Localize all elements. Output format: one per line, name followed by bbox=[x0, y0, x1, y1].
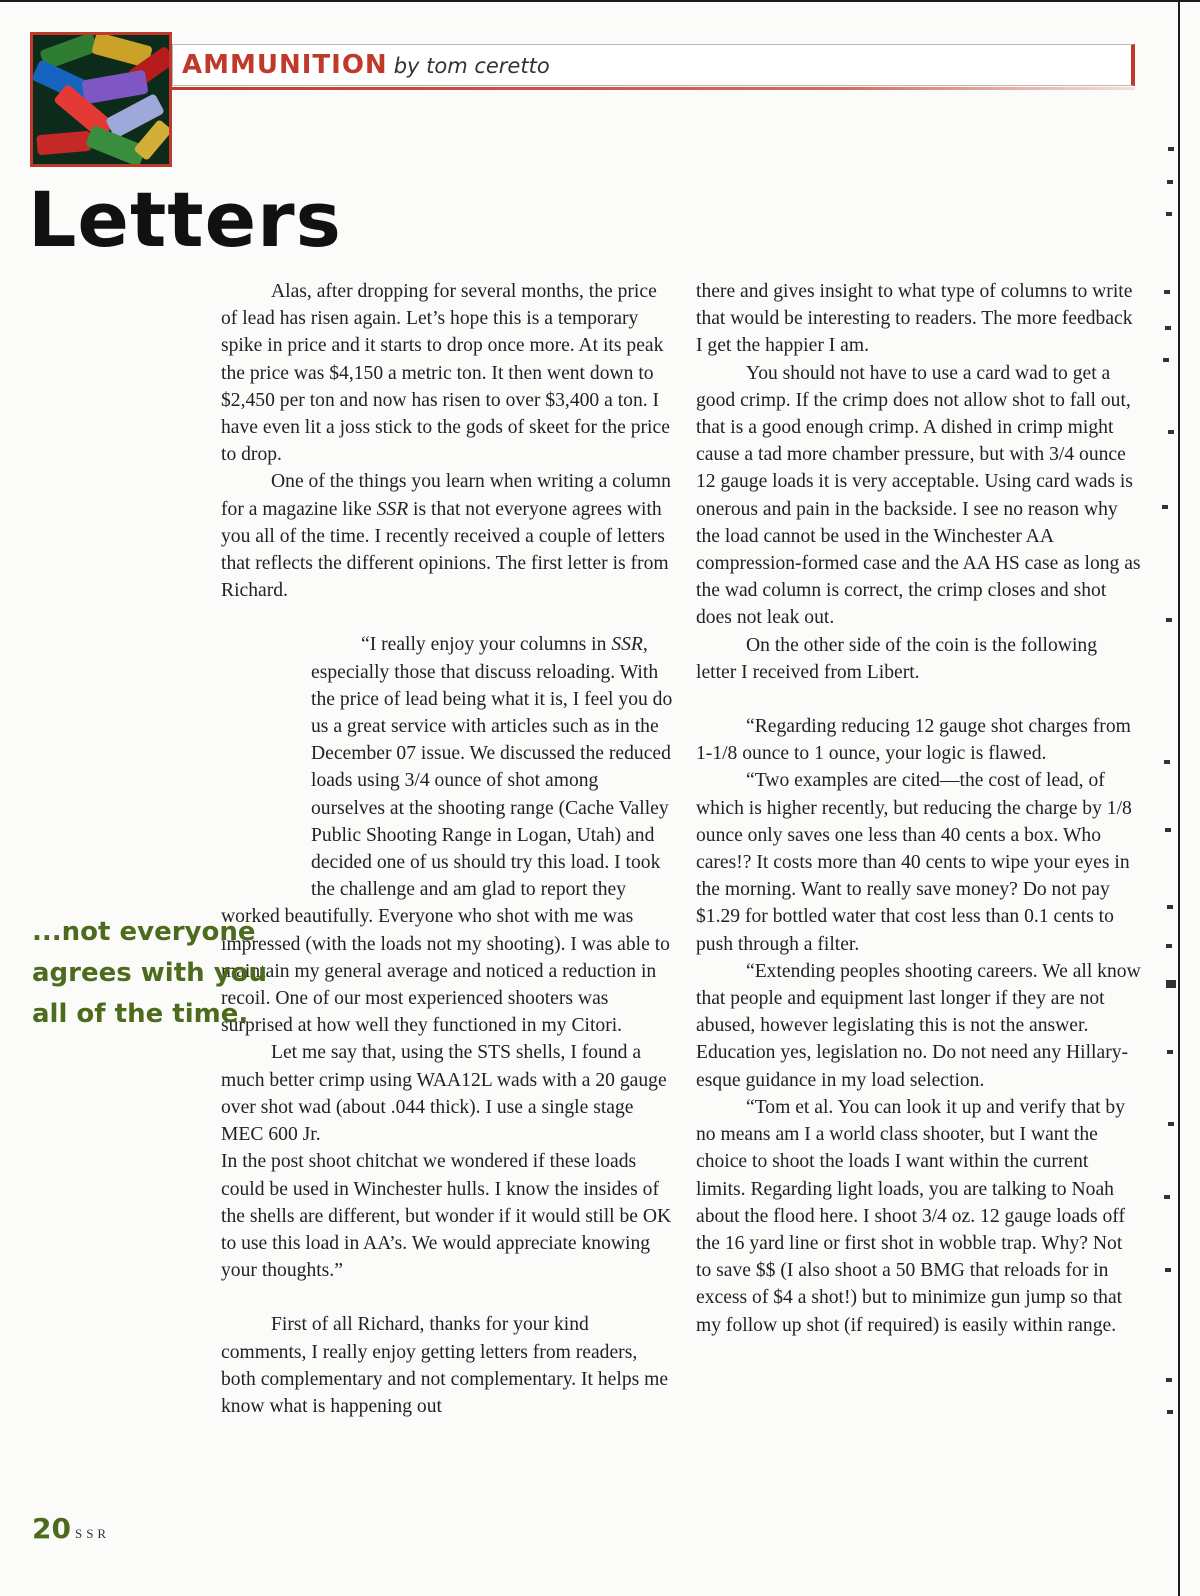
magazine-name: SSR bbox=[611, 634, 643, 656]
paragraph: First of all Richard, thanks for your kind comments, I really enjoy getting letters from readers, both complementary and not complementary. It helps me know what is happening out bbox=[221, 1314, 669, 1417]
paragraph: there and gives insight to what type of columns to write that would be interesting to readers. The more feedback I get the happier I am. bbox=[696, 281, 1133, 357]
page-right-edge bbox=[1178, 0, 1180, 1596]
pullquote-space bbox=[221, 685, 311, 893]
article-column-right bbox=[696, 278, 1141, 1339]
article-column-left bbox=[221, 278, 676, 1420]
shotgun-shells-photo bbox=[30, 32, 172, 167]
letter-paragraph: “Extending peoples shooting careers. We all know that people and equipment last longer if they are not abused, however legislating this is not the answer. Education yes, legislation no. Do not need any Hillary-esque guidance in my load selection. bbox=[696, 960, 1141, 1091]
paragraph: One of the things you learn when writing a column for a magazine like SSR is that not everyone agrees with you all of the time. I recently received a couple of letters that reflects the different opinions. The first letter is from Richard. bbox=[221, 471, 671, 602]
letter-paragraph: Let me say that, using the STS shells, I found a much better crimp using WAA12L wads with a 20 gauge over shot wad (about .044 thick). I use a single stage MEC 600 Jr. bbox=[221, 1042, 667, 1146]
page-title: Letters bbox=[28, 175, 342, 264]
section-header-rule bbox=[172, 87, 1135, 90]
letter-paragraph: “I really enjoy your columns in SSR, especially those that discuss reloading. With the price of lead being what it is, I feel you do us a great service with articles such as in the December 07 issue. We discussed the reduced loads using 3/4 ounce of shot among ourselves at the shooting range (Cache Valley Public Shooting Range in Logan, Utah) and decided one of us should try this load. I took the challenge and am glad to report they worked beautifully. Everyone who shot with me was impressed (with the loads not my shooting). I was able to maintain my general average and noticed a reduction in recoil. One of our most experienced shooters was surprised at how well they functioned in my Citori. bbox=[221, 634, 673, 1037]
page-top-edge bbox=[0, 0, 1200, 2]
magazine-name: SSR bbox=[376, 498, 409, 520]
page-number: 20 bbox=[32, 1512, 71, 1545]
letter-paragraph: In the post shoot chitchat we wondered if these loads could be used in Winchester hulls. I know the insides of the shells are different, but wonder if it would still be OK to use this load in AA’s. We would appreciate knowing your thoughts.” bbox=[221, 1151, 672, 1282]
section-title: AMMUNITION bbox=[182, 50, 388, 80]
paragraph: On the other side of the coin is the following letter I received from Libert. bbox=[696, 634, 1097, 683]
section-header bbox=[182, 50, 550, 80]
pull-quote: ...not everyone agrees with you all of the time. bbox=[32, 917, 268, 1029]
magazine-mark: SSR bbox=[74, 1526, 111, 1541]
letter-paragraph: “Two examples are cited—the cost of lead, of which is higher recently, but reducing the charge by 1/8 ounce only saves one less than 40 cents a box. Who cares!? It costs more than 40 cents to wipe your eyes in the morning. Want to really save money? Do not pay $1.29 for bottled water that cost less than 0.1 cents to push through a filter. bbox=[696, 770, 1132, 955]
page-folio bbox=[32, 1512, 110, 1545]
letter-paragraph: “Tom et al. You can look it up and verify that by no means am I a world class shooter, but I want the choice to shoot the loads I want within the current limits. Regarding light loads, you are talking to Noah about the flood here. I shoot 3/4 oz. 12 gauge loads off the 16 yard line or first shot in wobble trap. Why? Not to save $$ (I also shoot a 50 BMG that reloads for in excess of $4 a shot!) but to minimize gun jump so that my follow up shot (if required) is easily within range. bbox=[696, 1096, 1126, 1336]
letter-paragraph: “Regarding reducing 12 gauge shot charges from 1-1/8 ounce to 1 ounce, your logic is flawed. bbox=[696, 716, 1131, 765]
author-byline: by tom ceretto bbox=[393, 54, 550, 78]
paragraph: Alas, after dropping for several months, the price of lead has risen again. Let’s hope this is a temporary spike in price and it starts to drop once more. At its peak the price was $4,150 a metric ton. It then went down to $2,450 per ton and now has risen to over $3,400 a ton. I have even lit a joss stick to the gods of skeet for the price to drop. bbox=[221, 281, 670, 466]
paragraph: You should not have to use a card wad to get a good crimp. If the crimp does not allow shot to fall out, that is a good enough crimp. A dished in crimp might cause a tad more chamber pressure, but with 3/4 ounce 12 gauge loads it is very acceptable. Using card wads is onerous and pain in the backside. I see no reason why the load cannot be used in the Winchester AA compression-formed case and the AA HS case as long as the wad column is correct, the crimp closes and shot does not leak out. bbox=[696, 362, 1141, 629]
